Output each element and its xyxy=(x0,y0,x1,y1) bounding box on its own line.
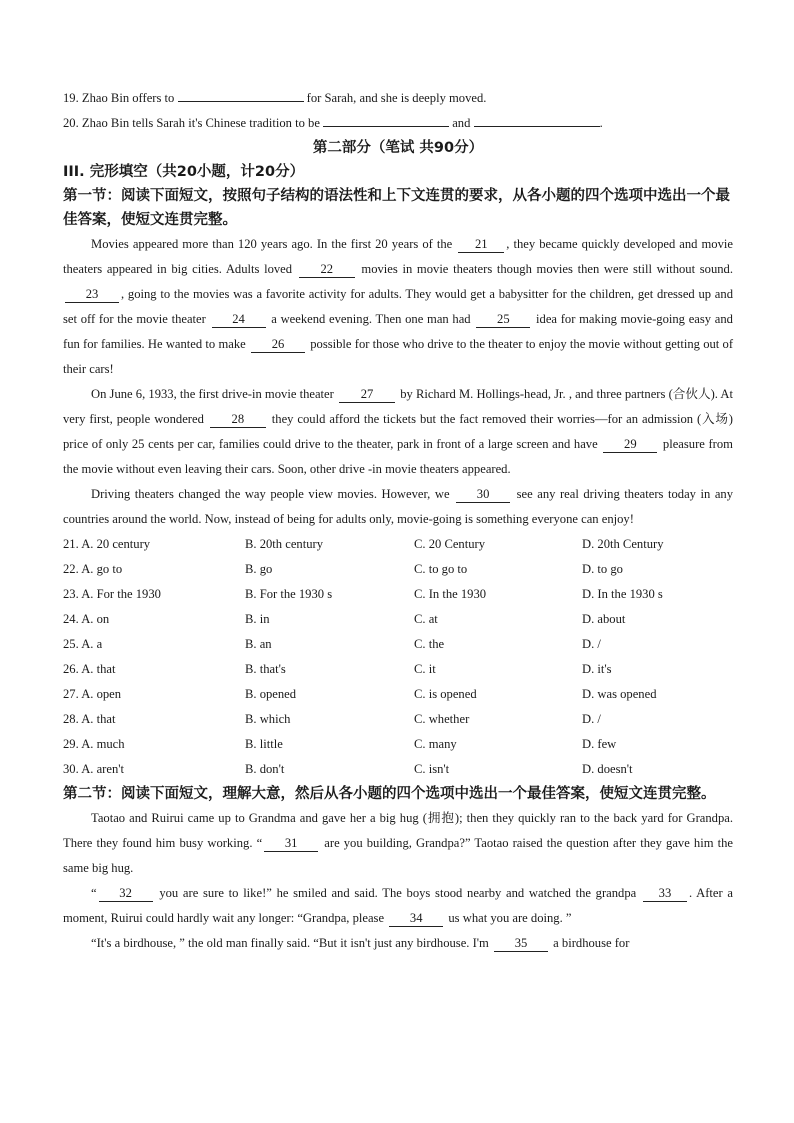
q20-text: 20. Zhao Bin tells Sarah it's Chinese tradition to be xyxy=(63,116,320,130)
options-row-28 xyxy=(63,707,733,732)
option-d[interactable]: D. to go xyxy=(582,562,623,576)
option-d[interactable]: D. 20th Century xyxy=(582,537,664,551)
option-c[interactable]: C. many xyxy=(414,737,457,751)
p1-text: , going to the movies was a favorite activity for adults. They would get a babysitter for the children, get dressed up and set off for the movie theater xyxy=(63,287,733,326)
option-a[interactable]: 23. A. For the 1930 xyxy=(63,587,161,601)
option-d[interactable]: D. In the 1930 s xyxy=(582,587,663,601)
options-row-24 xyxy=(63,607,733,632)
option-b[interactable]: B. which xyxy=(245,712,291,726)
blank-31[interactable]: 31 xyxy=(264,836,318,852)
options-row-30 xyxy=(63,757,733,782)
blank-27[interactable]: 27 xyxy=(339,387,395,403)
q20-end: . xyxy=(599,116,603,130)
p1-text: , they became quickly developed and movie theaters appeared in big cities. Adults loved xyxy=(63,237,733,276)
section2-instructions: 第二节：阅读下面短文，理解大意，然后从各小题的四个选项中选出一个最佳答案，使短文连贯完整。 xyxy=(63,786,716,802)
options-row-26 xyxy=(63,657,733,682)
p4-text: are you building, Grandpa?” Taotao raised the question after they gave him the same big hug. xyxy=(63,836,733,875)
option-a[interactable]: 28. A. that xyxy=(63,712,116,726)
options-row-21 xyxy=(63,532,733,557)
passage1-paragraph1 xyxy=(63,232,733,382)
option-d[interactable]: D. / xyxy=(582,712,601,726)
p5-text: . After a moment, Ruirui could hardly wait any longer: “Grandpa, please xyxy=(63,886,733,925)
option-c[interactable]: C. isn't xyxy=(414,762,450,776)
option-c[interactable]: C. 20 Century xyxy=(414,537,486,551)
option-b[interactable]: B. 20th century xyxy=(245,537,323,551)
p6-text: a birdhouse for xyxy=(553,936,630,950)
options-row-23 xyxy=(63,582,733,607)
p5-text: us what you are doing. ” xyxy=(448,911,572,925)
option-a[interactable]: 29. A. much xyxy=(63,737,125,751)
option-b[interactable]: B. go xyxy=(245,562,273,576)
option-c[interactable]: C. is opened xyxy=(414,687,477,701)
p2-text: they could afford the tickets but the fact removed their worries—for an admission (入场) price of only 25 cents per car, families could drive to the theater, park in front of a large screen and have xyxy=(63,412,733,451)
blank-23[interactable]: 23 xyxy=(65,287,119,303)
p1-text: possible for those who drive to the theater to enjoy the movie without getting out of their cars! xyxy=(63,337,734,376)
blank-33[interactable]: 33 xyxy=(643,886,687,902)
q20-blank-1[interactable] xyxy=(323,112,449,127)
exam-page xyxy=(63,86,733,956)
p2-text: pleasure from the movie without even leaving their cars. Soon, other drive -in movie theaters appeared. xyxy=(63,437,733,476)
p2-text: On June 6, 1933, the first drive-in movie theater xyxy=(91,387,334,401)
option-d[interactable]: D. about xyxy=(582,612,626,626)
option-b[interactable]: B. don't xyxy=(245,762,285,776)
section1-instructions: 第一节：阅读下面短文，按照句子结构的语法性和上下文连贯的要求，从各小题的四个选项中选出一个最佳答案，使短文连贯完整。 xyxy=(63,188,730,228)
option-b[interactable]: B. little xyxy=(245,737,283,751)
blank-29[interactable]: 29 xyxy=(603,437,657,453)
q19-text-after: for Sarah, and she is deeply moved. xyxy=(306,91,487,105)
option-d[interactable]: D. / xyxy=(582,637,601,651)
option-a[interactable]: 30. A. aren't xyxy=(63,762,125,776)
blank-21[interactable]: 21 xyxy=(458,237,504,253)
option-d[interactable]: D. few xyxy=(582,737,617,751)
option-a[interactable]: 22. A. go to xyxy=(63,562,123,576)
p3-text: see any real driving theaters today in any countries around the world. Now, instead of being for adults only, movie-going is something everyone can enjoy! xyxy=(63,487,734,526)
question-19 xyxy=(63,86,733,111)
options-row-22 xyxy=(63,557,733,582)
part2-title: 第二部分（笔试 共90分） xyxy=(312,140,484,156)
p2-text: by Richard M. Hollings-head, Jr. , and three partners (合伙人). At very first, people wondered xyxy=(63,387,734,426)
blank-22[interactable]: 22 xyxy=(299,262,355,278)
q19-blank[interactable] xyxy=(178,87,304,102)
option-a[interactable]: 25. A. a xyxy=(63,637,103,651)
passage2-paragraph1 xyxy=(63,806,733,881)
option-b[interactable]: B. opened xyxy=(245,687,297,701)
section3-title: III. 完形填空（共20小题，计20分） xyxy=(63,164,305,180)
p6-text: “It's a birdhouse, ” the old man finally said. “But it isn't just any birdhouse. I'm xyxy=(91,936,489,950)
options-list xyxy=(63,532,733,782)
blank-32[interactable]: 32 xyxy=(99,886,153,902)
option-c[interactable]: C. it xyxy=(414,662,436,676)
passage2-paragraph3 xyxy=(63,931,733,956)
passage2-paragraph2 xyxy=(63,881,733,931)
blank-30[interactable]: 30 xyxy=(456,487,510,503)
option-d[interactable]: D. it's xyxy=(582,662,612,676)
option-b[interactable]: B. For the 1930 s xyxy=(245,587,333,601)
question-20 xyxy=(63,111,733,136)
blank-34[interactable]: 34 xyxy=(389,911,443,927)
options-row-27 xyxy=(63,682,733,707)
option-c[interactable]: C. whether xyxy=(414,712,470,726)
p1-text: movies in movie theaters though movies then were still without sound. xyxy=(361,262,733,276)
p5-text: you are sure to like!” he smiled and said. The boys stood nearby and watched the grandpa xyxy=(159,886,637,900)
p3-text: Driving theaters changed the way people view movies. However, we xyxy=(91,487,450,501)
option-b[interactable]: B. an xyxy=(245,637,272,651)
p1-text: Movies appeared more than 120 years ago. In the first 20 years of the xyxy=(91,237,453,251)
q19-text: 19. Zhao Bin offers to xyxy=(63,91,175,105)
blank-24[interactable]: 24 xyxy=(212,312,266,328)
q20-and: and xyxy=(452,116,471,130)
option-a[interactable]: 21. A. 20 century xyxy=(63,537,151,551)
p4-text: Taotao and Ruirui came up to Grandma and gave her a big hug (拥抱); then they quickly ran to the back yard for Grandpa. There they found him busy working. “ xyxy=(63,811,733,850)
p1-text: a weekend evening. Then one man had xyxy=(271,312,471,326)
option-d[interactable]: D. was opened xyxy=(582,687,657,701)
p1-text: idea for making movie-going easy and fun for families. He wanted to make xyxy=(63,312,733,351)
option-d[interactable]: D. doesn't xyxy=(582,762,633,776)
option-b[interactable]: B. that's xyxy=(245,662,286,676)
option-a[interactable]: 24. A. on xyxy=(63,612,110,626)
option-c[interactable]: C. the xyxy=(414,637,445,651)
option-c[interactable]: C. to go to xyxy=(414,562,468,576)
option-b[interactable]: B. in xyxy=(245,612,270,626)
option-a[interactable]: 26. A. that xyxy=(63,662,116,676)
options-row-25 xyxy=(63,632,733,657)
p5-text: “ xyxy=(91,886,97,900)
option-c[interactable]: C. In the 1930 xyxy=(414,587,487,601)
blank-35[interactable]: 35 xyxy=(494,936,548,952)
blank-26[interactable]: 26 xyxy=(251,337,305,353)
passage1-paragraph2 xyxy=(63,382,733,482)
passage1-paragraph3 xyxy=(63,482,733,532)
blank-28[interactable]: 28 xyxy=(210,412,266,428)
blank-25[interactable]: 25 xyxy=(476,312,530,328)
option-a[interactable]: 27. A. open xyxy=(63,687,122,701)
q20-blank-2[interactable] xyxy=(474,112,600,127)
options-row-29 xyxy=(63,732,733,757)
option-c[interactable]: C. at xyxy=(414,612,438,626)
